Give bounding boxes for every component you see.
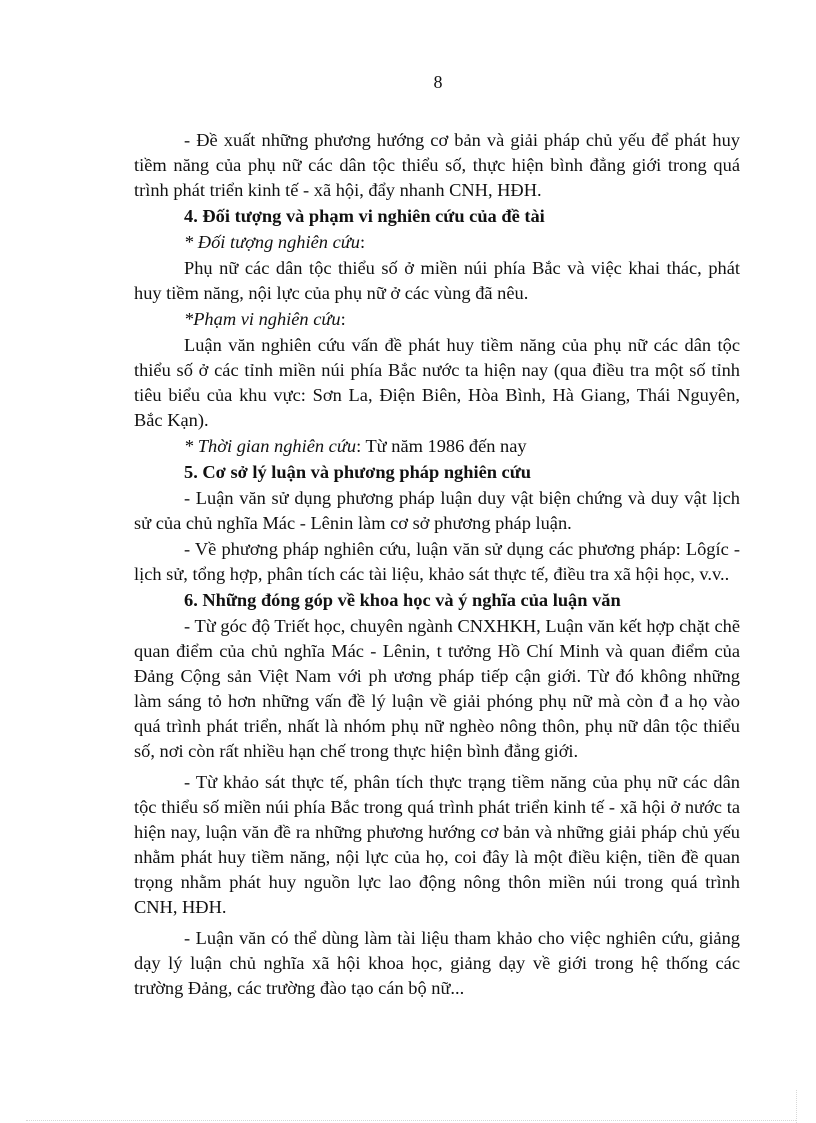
section-6-heading: 6. Những đóng góp về khoa học và ý nghĩa của luận văn xyxy=(184,590,621,610)
page-right-border xyxy=(796,1090,797,1123)
research-scope-colon: : xyxy=(340,309,346,329)
document-body xyxy=(134,128,740,1002)
research-scope-label-text: *Phạm vi nghiên cứu xyxy=(184,309,341,329)
research-subject-colon: : xyxy=(359,232,366,252)
page-number: 8 xyxy=(433,72,443,92)
research-time-text: : Từ năm 1986 đến nay xyxy=(356,436,527,456)
research-scope-label xyxy=(134,307,740,332)
section-5-heading: 5. Cơ sở lý luận và phương pháp nghiên cứu xyxy=(184,462,531,482)
research-time-line xyxy=(134,434,740,459)
paragraph-research-subject: Phụ nữ các dân tộc thiểu số ở miền núi phía Bắc và việc khai thác, phát huy tiềm năng, nội lực của phụ nữ ở các vùng đã nêu. xyxy=(134,258,740,303)
section-4-heading: 4. Đối tượng và phạm vi nghiên cứu của đề tài xyxy=(184,206,545,226)
paragraph-methodology: - Luận văn sử dụng phương pháp luận duy vật biện chứng và duy vật lịch sử của chủ nghĩa Mác - Lênin làm cơ sở phương pháp luận. xyxy=(134,488,740,533)
paragraph-contribution-2: - Từ khảo sát thực tế, phân tích thực trạng tiềm năng của phụ nữ các dân tộc thiểu số miền núi phía Bắc trong quá trình phát triển kinh tế - xã hội ở nước ta hiện nay, luận văn đề ra những phương hướng cơ bản và những giải pháp chủ yếu nhằm phát huy tiềm năng, nội lực của họ, coi đây là một điều kiện, tiền đề quan trọng nhằm phát huy nguồn lực lao động nông thôn miền núi trong quá trình CNH, HĐH. xyxy=(134,772,740,917)
paragraph-contribution-3: - Luận văn có thể dùng làm tài liệu tham khảo cho việc nghiên cứu, giảng dạy lý luận chủ nghĩa xã hội khoa học, giảng dạy về giới trong hệ thống các trường Đảng, các trường đào tạo cán bộ nữ... xyxy=(134,928,740,998)
paragraph-proposal: - Đề xuất những phương hướng cơ bản và giải pháp chủ yếu để phát huy tiềm năng của phụ nữ các dân tộc thiểu số, thực hiện bình đẳng giới trong quá trình phát triển kinh tế - xã hội, đẩy nhanh CNH, HĐH. xyxy=(134,130,740,200)
page-bottom-border xyxy=(26,1120,796,1121)
paragraph-contribution-1: - Từ góc độ Triết học, chuyên ngành CNXHKH, Luận văn kết hợp chặt chẽ quan điểm của chủ nghĩa Mác - Lênin, t tưởng Hồ Chí Minh và quan điểm của Đảng Cộng sản Việt Nam với ph ương pháp tiếp cận giới. Từ đó không những làm sáng tỏ hơn những vấn đề lý luận về giải phóng phụ nữ mà còn đ a họ vào quá trình phát triển, nhất là nhóm phụ nữ nghèo nông thôn, phụ nữ dân tộc thiểu số, nơi còn rất nhiều hạn chế trong thực hiện bình đẳng giới. xyxy=(134,616,740,761)
research-subject-label xyxy=(134,230,740,255)
research-time-label: * Thời gian nghiên cứu xyxy=(184,436,357,456)
paragraph-research-scope: Luận văn nghiên cứu vấn đề phát huy tiềm năng của phụ nữ các dân tộc thiểu số ở các tỉnh miền núi phía Bắc nước ta hiện nay (qua điều tra một số tỉnh tiêu biểu của khu vực: Sơn La, Điện Biên, Hòa Bình, Hà Giang, Thái Nguyên, Bắc Kạn). xyxy=(134,335,740,430)
research-subject-label-text: * Đối tượng nghiên cứu xyxy=(184,232,360,252)
paragraph-research-methods: - Về phương pháp nghiên cứu, luận văn sử dụng các phương pháp: Lôgíc - lịch sử, tổng hợp, phân tích các tài liệu, khảo sát thực tế, điều tra xã hội học, v.v.. xyxy=(134,539,740,584)
